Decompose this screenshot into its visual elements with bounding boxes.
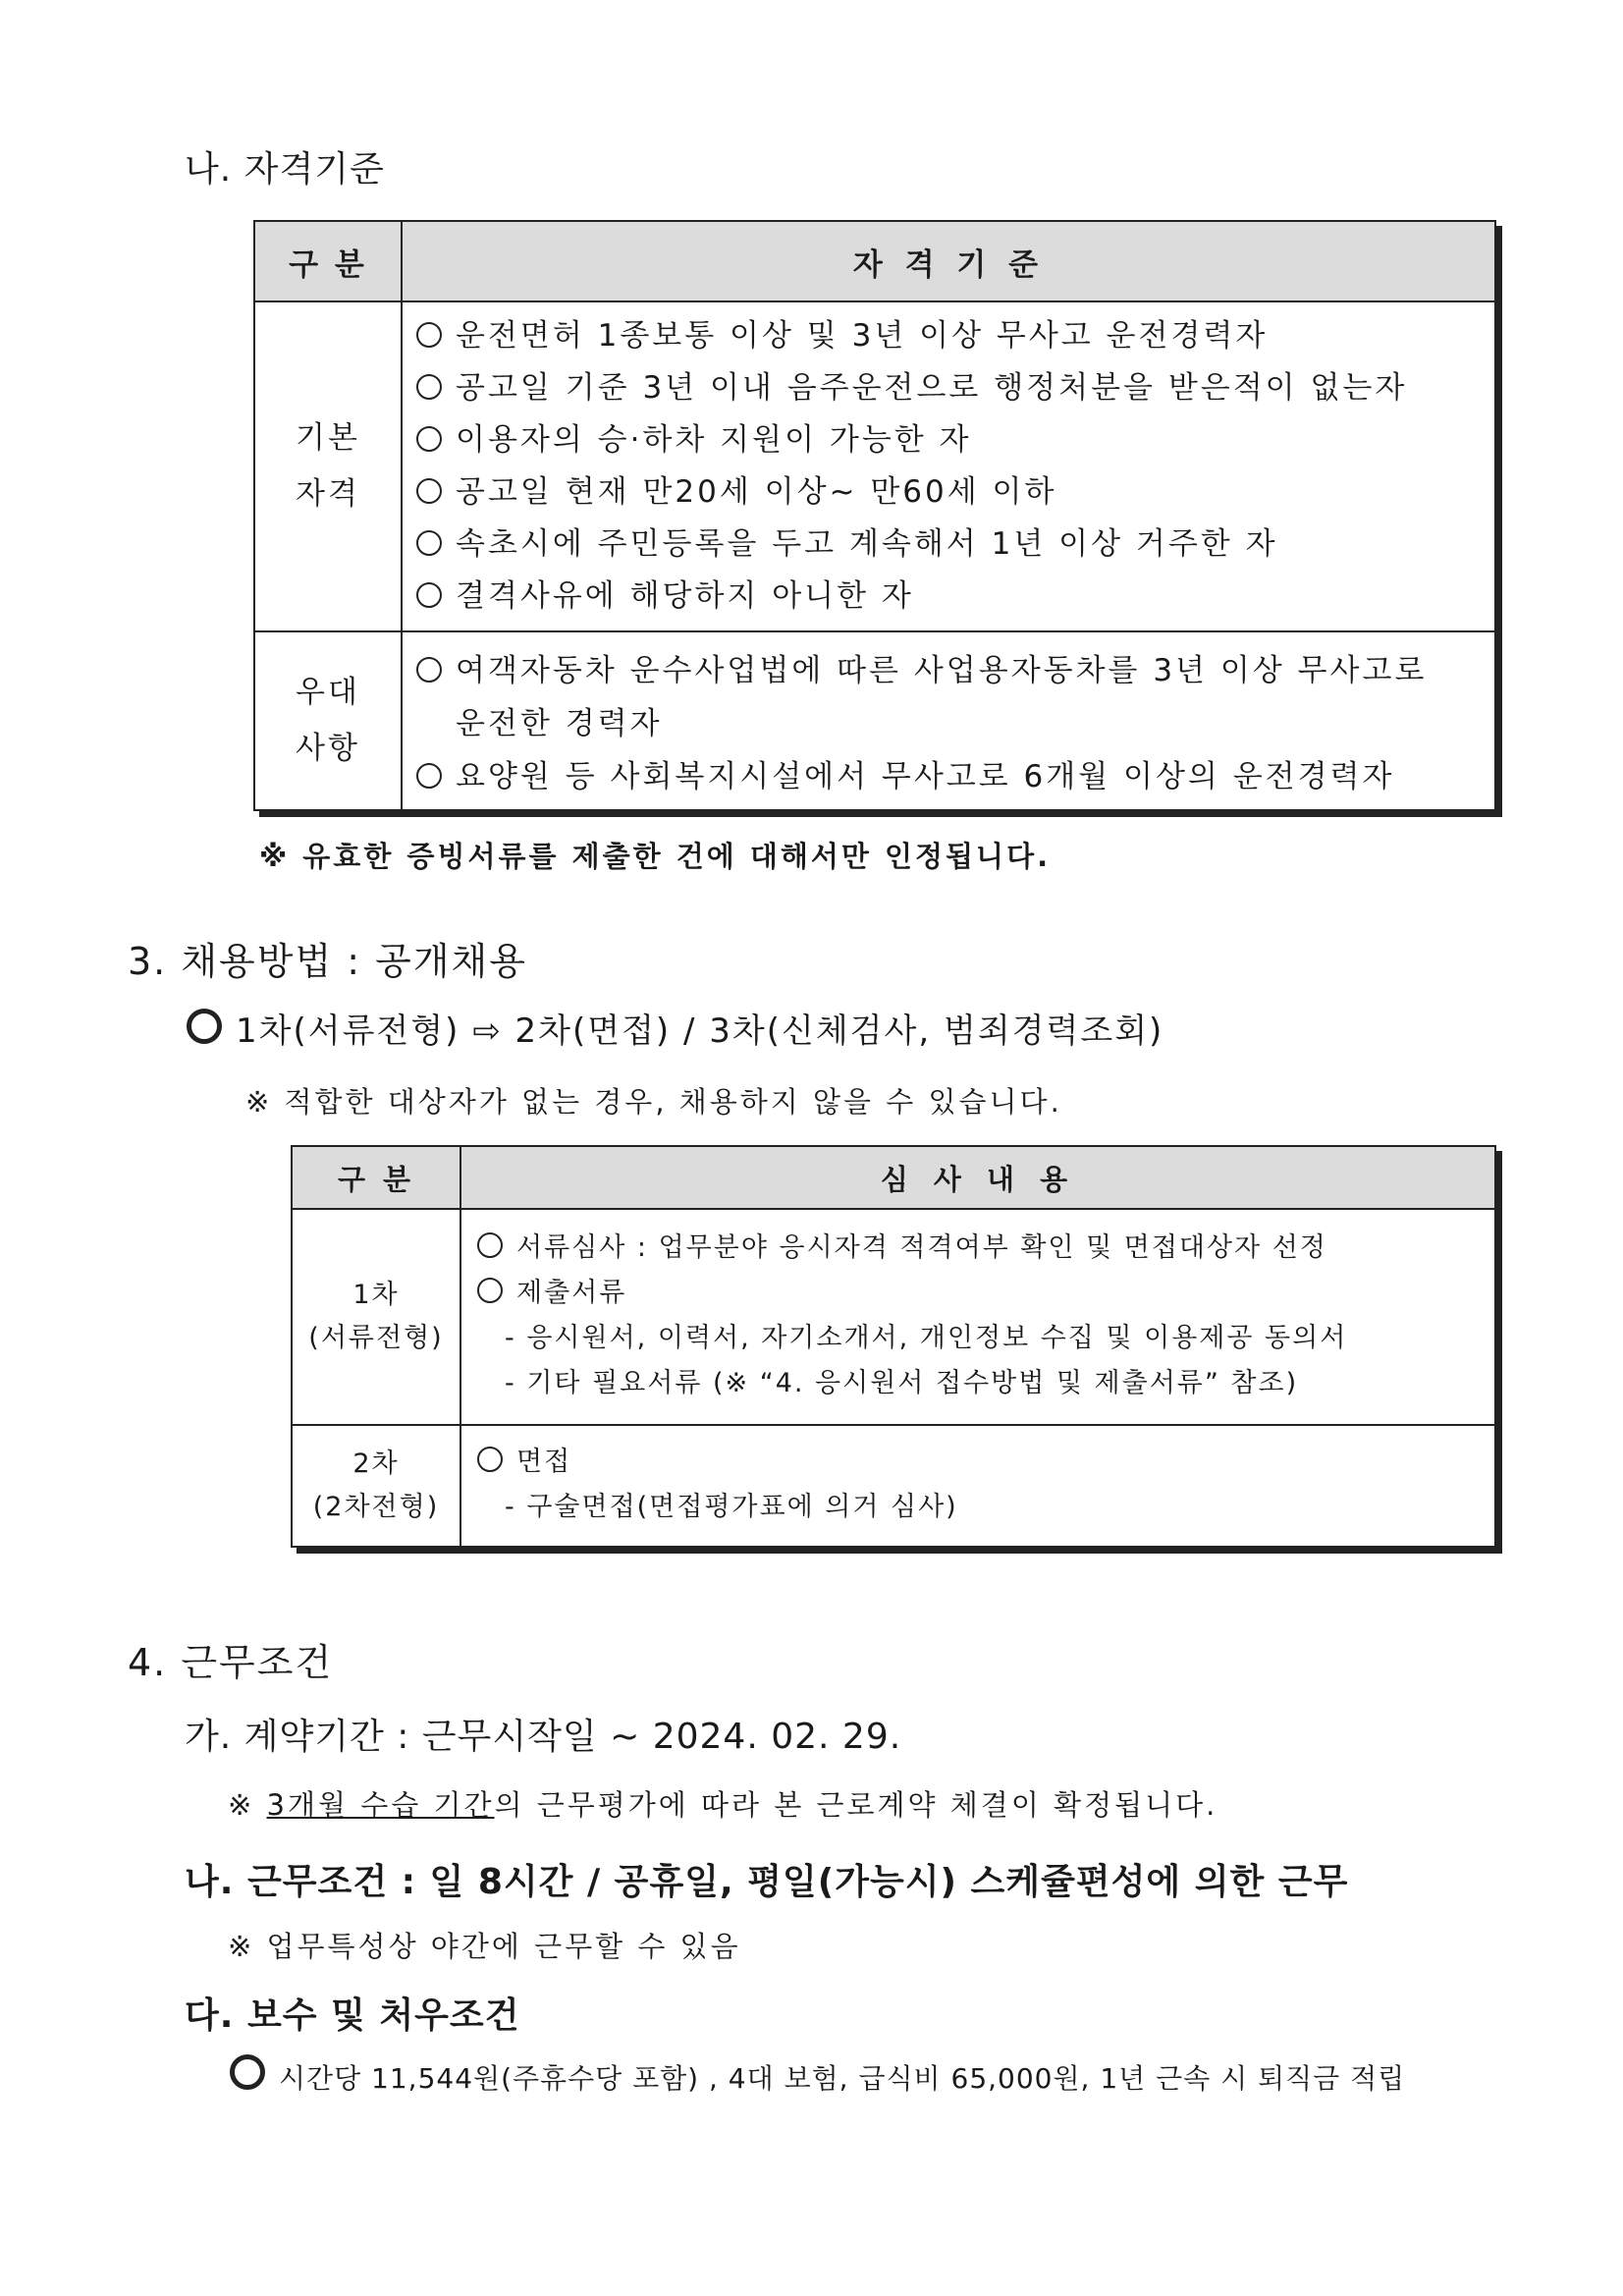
circle-bullet-icon [187,1009,222,1044]
list-item: 공고일 기준 3년 이내 음주운전으로 행정처분을 받은적이 없는자 [416,362,1494,414]
contract-period: 가. 계약기간 : 근무시작일 ~ 2024. 02. 29. [185,1717,902,1757]
category-stage1: 1차 (서류전형) [292,1209,460,1425]
sub-item: - 구술면접(면접평가표에 의거 심사) [505,1492,958,1522]
table-header-content: 심 사 내 용 [460,1146,1495,1209]
contract-note: ※ 3개월 수습 기간의 근무평가에 따라 본 근로계약 체결이 확정됩니다. [228,1788,1218,1822]
table-row [292,1425,1495,1547]
table-row [254,301,1495,631]
screening-table [291,1145,1496,1548]
list-item: 이용자의 승·하차 지원이 가능한 자 [416,414,1494,466]
list-item-continuation: 운전한 경력자 [456,706,663,741]
table1-note: ※ 유효한 증빙서류를 제출한 건에 대해서만 인정됩니다. [259,840,1052,873]
work-hours: 나. 근무조건 : 일 8시간 / 공휴일, 평일(가능시) 스케쥴편성에 의한 근무 [185,1862,1349,1902]
list-item: 서류심사 : 업무분야 응시자격 적격여부 확인 및 면접대상자 선정 [477,1226,1494,1271]
work-hours-note: ※ 업무특성상 야간에 근무할 수 있음 [228,1930,741,1963]
list-item: 공고일 현재 만20세 이상~ 만60세 이하 [416,466,1494,519]
category-preference: 우대 사항 [254,631,402,810]
table-row [254,631,1495,810]
compensation-item: 시간당 11,544원(주휴수당 포함) , 4대 보험, 급식비 65,000원, 1년 근속 시 퇴직금 적립 [230,2054,1405,2097]
qualification-table [253,220,1496,811]
table-row [292,1209,1495,1425]
table-header-category: 구 분 [254,221,402,301]
basic-criteria-list [402,301,1495,631]
section-heading-conditions: 4. 근무조건 [128,1641,334,1684]
section-heading-qualifications: 나. 자격기준 [185,149,385,190]
category-basic: 기본 자격 [254,301,402,631]
list-item: 요양원 등 사회복지시설에서 무사고로 6개월 이상의 운전경력자 [416,750,1494,803]
sub-item: - 응시원서, 이력서, 자기소개서, 개인정보 수집 및 이용제공 동의서 [505,1323,1348,1353]
list-item: 면접 [477,1440,1494,1485]
list-item: 속초시에 주민등록을 두고 계속해서 1년 이상 거주한 자 [416,519,1494,571]
compensation-heading: 다. 보수 및 처우조건 [185,1995,520,2036]
table-header-category: 구 분 [292,1146,460,1209]
recruitment-note: ※ 적합한 대상자가 없는 경우, 채용하지 않을 수 있습니다. [245,1085,1062,1119]
recruitment-process: 1차(서류전형) ⇨ 2차(면접) / 3차(신체검사, 범죄경력조회) [187,1004,1163,1052]
table-header-criteria: 자 격 기 준 [402,221,1495,301]
section-heading-recruitment: 3. 채용방법 : 공개채용 [128,940,527,983]
list-item: 제출서류 [477,1271,1494,1316]
list-item: 운전면허 1종보통 이상 및 3년 이상 무사고 운전경력자 [416,310,1494,362]
stage2-content [460,1425,1495,1547]
category-stage2: 2차 (2차전형) [292,1425,460,1547]
preference-criteria-list [402,631,1495,810]
list-item: 결격사유에 해당하지 아니한 자 [416,571,1494,623]
circle-bullet-icon [230,2054,265,2090]
sub-item: - 기타 필요서류 (※ “4. 응시원서 접수방법 및 제출서류” 참조) [505,1368,1299,1398]
stage1-content [460,1209,1495,1425]
list-item: 여객자동차 운수사업법에 따른 사업용자동차를 3년 이상 무사고로 [416,644,1494,697]
